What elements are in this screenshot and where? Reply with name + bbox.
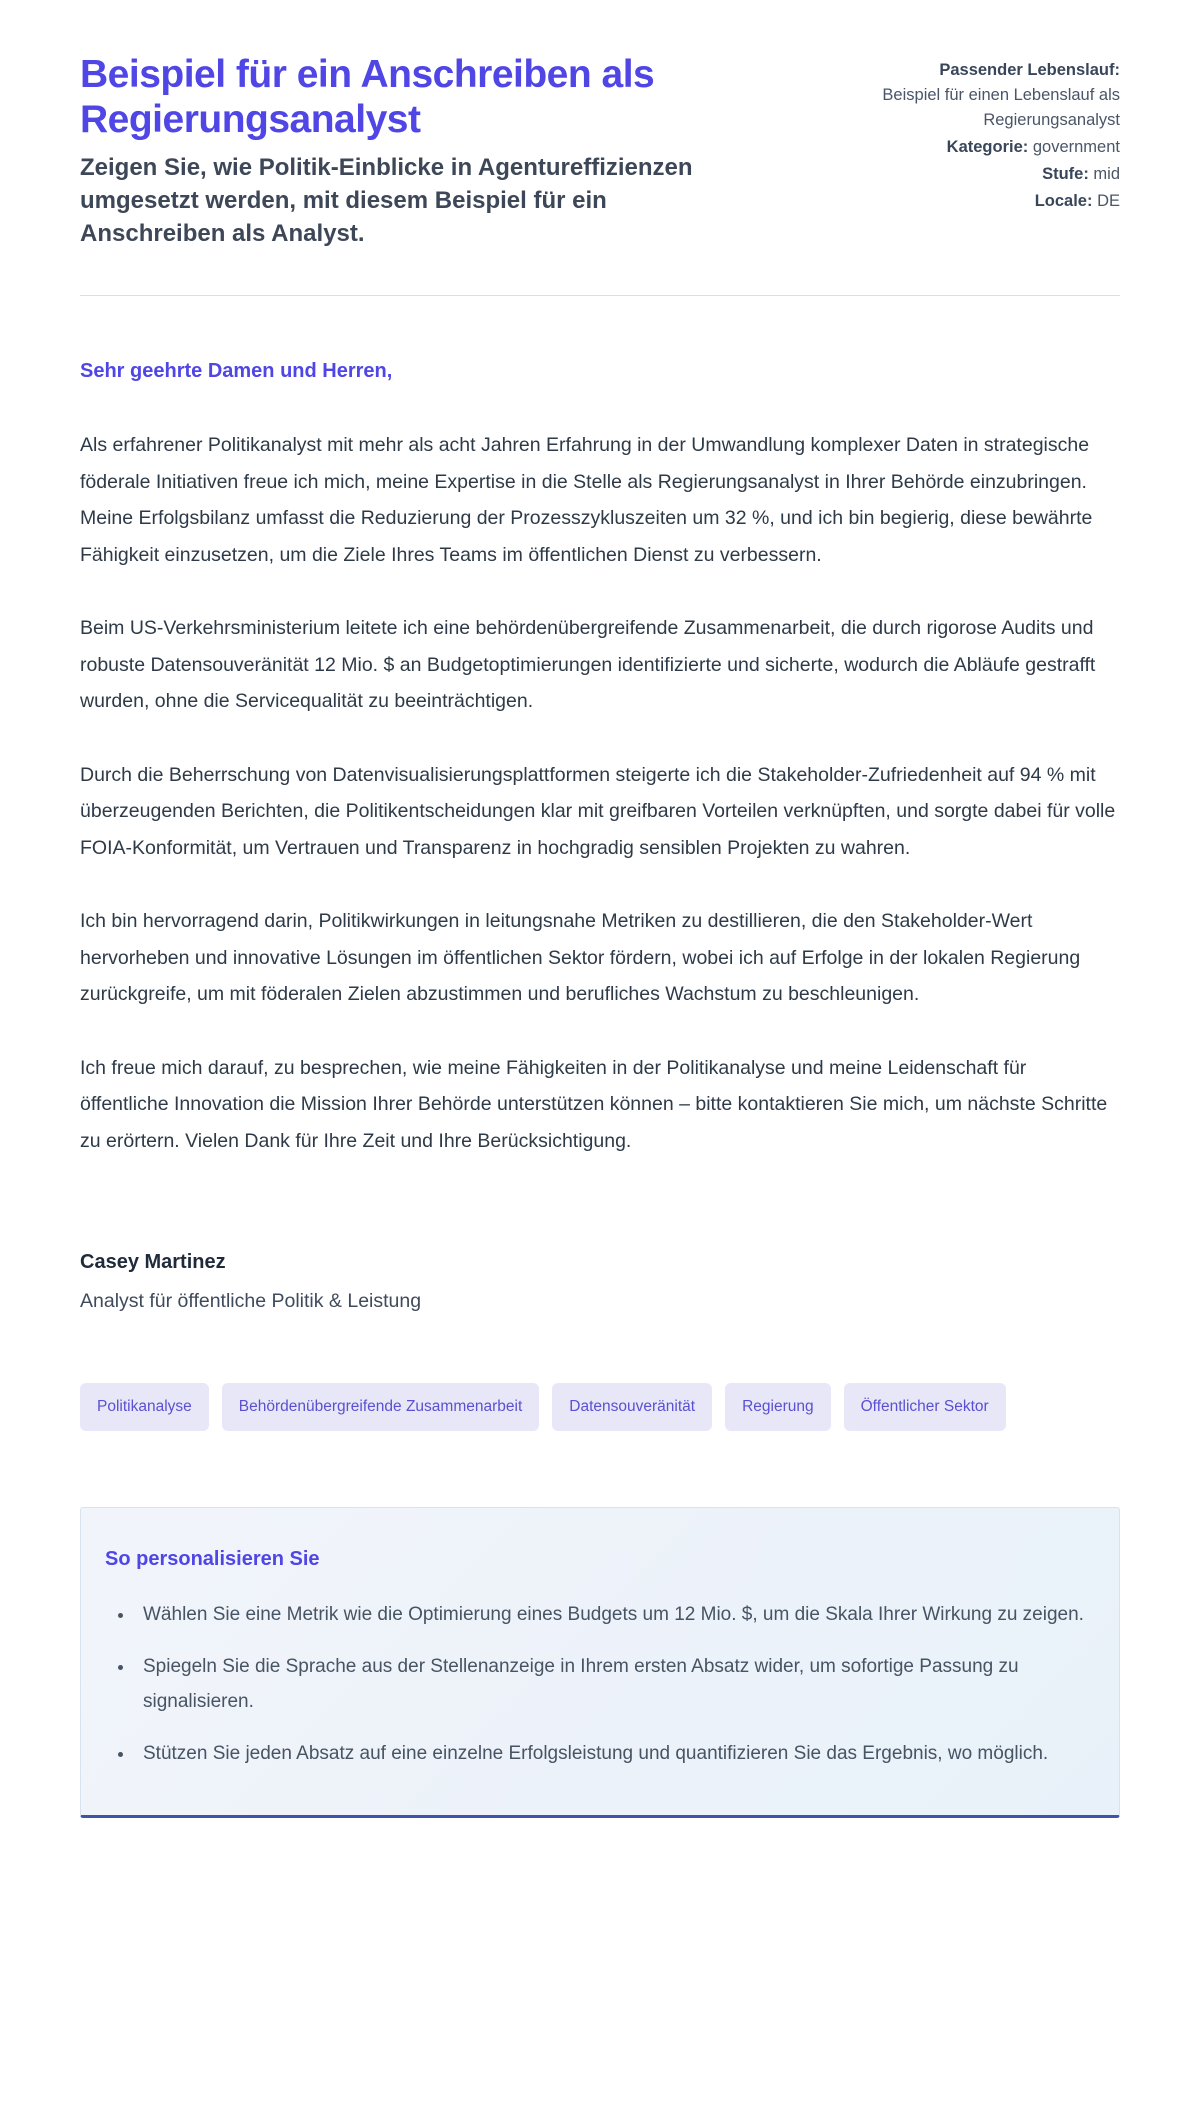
meta-locale-value: DE [1097, 192, 1120, 210]
page [80, 0, 1120, 1818]
callout-bullet: • Stützen Sie jeden Absatz auf eine einzelne Erfolgsleistung und quantifizieren Sie das Ergebnis, wo möglich. [135, 1736, 1087, 1771]
callout-bullet: • Wählen Sie eine Metrik wie die Optimierung eines Budgets um 12 Mio. $, um die Skala Ihrer Wirkung zu zeigen. [135, 1597, 1087, 1632]
letter-greeting: Sehr geehrte Damen und Herren, [80, 360, 393, 383]
letter-paragraph: Beim US-Verkehrsministerium leitete ich eine behördenübergreifende Zusammenarbeit, die durch rigorose Audits und robuste Datensouveränität 12 Mio. $ an Budgetoptimierungen identifizierte und sicherte, wodurch die Abläufe gestrafft wurden, ohne die Servicequalität zu beeinträchtigen. [80, 617, 1096, 713]
meta-category-value: government [1032, 138, 1120, 156]
meta-locale [785, 189, 1120, 214]
meta-matching-resume-value: Beispiel für einen Lebenslauf als Regierungsanalyst [882, 86, 1120, 129]
signature-name: Casey Martinez [80, 1251, 226, 1274]
page-header [80, 52, 1120, 251]
callout-bullet-list [105, 1597, 1087, 1771]
tag-oeffentlicher-sektor[interactable]: Öffentlicher Sektor [844, 1383, 1006, 1431]
header-divider [80, 295, 1120, 296]
page-title: Beispiel für ein Anschreiben als Regierungsanalyst [80, 53, 655, 142]
tag-regierung[interactable]: Regierung [725, 1383, 831, 1431]
meta-matching-resume [785, 58, 1120, 133]
tag-list [80, 1383, 1120, 1431]
letter-paragraph: Ich bin hervorragend darin, Politikwirkungen in leitungsnahe Metriken zu destillieren, die den Stakeholder-Wert hervorheben und innovative Lösungen im öffentlichen Sektor fördern, wobei ich auf Erfolge in der lokalen Regierung zurückgreife, um mit föderalen Zielen abzustimmen und berufliches Wachstum zu beschleunigen. [80, 910, 1081, 1006]
meta-level-label: Stufe: [1042, 165, 1089, 183]
page-subtitle: Zeigen Sie, wie Politik-Einblicke in Agentureffizienzen umgesetzt werden, mit diesem Beispiel für ein Anschreiben als Analyst. [80, 154, 693, 248]
meta-locale-label: Locale: [1034, 192, 1093, 210]
meta-category [785, 135, 1120, 160]
signature-block [80, 1251, 1120, 1313]
meta-category-label: Kategorie: [946, 138, 1029, 156]
header-meta [785, 52, 1120, 216]
meta-matching-resume-label: Passender Lebenslauf: [939, 61, 1120, 79]
tag-politikanalyse[interactable]: Politikanalyse [80, 1383, 209, 1431]
personalization-callout [80, 1507, 1120, 1818]
letter-paragraph: Durch die Beherrschung von Datenvisualisierungsplattformen steigerte ich die Stakeholder-Zufriedenheit auf 94 % mit überzeugenden Berichten, die Politikentscheidungen klar mit greifbaren Vorteilen verknüpften, und sorgte dabei für volle FOIA-Konformität, um Vertrauen und Transparenz in hochgradig sensiblen Projekten zu wahren. [80, 763, 1116, 859]
cover-letter-body [80, 360, 1120, 1313]
letter-paragraph: Ich freue mich darauf, zu besprechen, wie meine Fähigkeiten in der Politikanalyse und meine Leidenschaft für öffentliche Innovation die Mission Ihrer Behörde unterstützen können – bitte kontaktieren Sie mich, um nächste Schritte zu erörtern. Vielen Dank für Ihre Zeit und Ihre Berücksichtigung. [80, 1056, 1108, 1152]
callout-bullet: • Spiegeln Sie die Sprache aus der Stellenanzeige in Ihrem ersten Absatz wider, um sofortige Passung zu signalisieren. [135, 1649, 1087, 1719]
signature-title: Analyst für öffentliche Politik & Leistung [80, 1290, 422, 1313]
callout-title: So personalisieren Sie [105, 1547, 320, 1570]
tag-datensouveraenitaet[interactable]: Datensouveränität [552, 1383, 712, 1431]
tag-behoerdenuebergreifende-zusammenarbeit[interactable]: Behördenübergreifende Zusammenarbeit [222, 1383, 539, 1431]
letter-paragraph: Als erfahrener Politikanalyst mit mehr als acht Jahren Erfahrung in der Umwandlung komplexer Daten in strategische föderale Initiativen freue ich mich, meine Expertise in die Stelle als Regierungsanalyst in Ihrer Behörde einzubringen. Meine Erfolgsbilanz umfasst die Reduzierung der Prozesszykluszeiten um 32 %, und ich bin begierig, diese bewährte Fähigkeit einzusetzen, um die Ziele Ihres Teams im öffentlichen Dienst zu verbessern. [80, 434, 1093, 566]
meta-level [785, 162, 1120, 187]
meta-level-value: mid [1093, 165, 1120, 183]
header-title-block [80, 52, 730, 251]
